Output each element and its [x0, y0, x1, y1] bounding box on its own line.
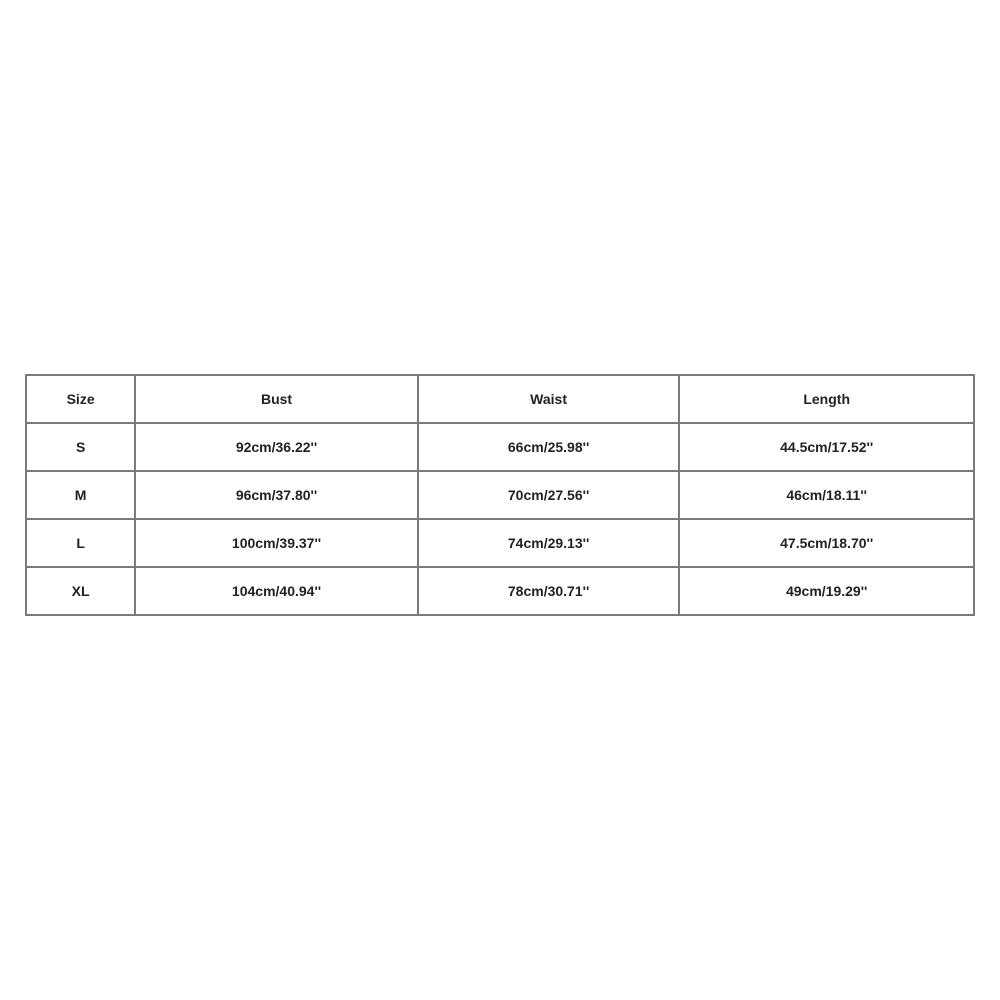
cell-size: S [26, 423, 135, 471]
cell-size: M [26, 471, 135, 519]
cell-waist: 74cm/29.13'' [418, 519, 680, 567]
table-row [26, 423, 974, 471]
cell-bust: 104cm/40.94'' [135, 567, 418, 615]
cell-bust: 100cm/39.37'' [135, 519, 418, 567]
cell-length: 49cm/19.29'' [679, 567, 974, 615]
cell-waist: 66cm/25.98'' [418, 423, 680, 471]
cell-waist: 70cm/27.56'' [418, 471, 680, 519]
table-row [26, 519, 974, 567]
cell-bust: 96cm/37.80'' [135, 471, 418, 519]
header-size: Size [26, 375, 135, 423]
header-length: Length [679, 375, 974, 423]
table-row [26, 567, 974, 615]
header-bust: Bust [135, 375, 418, 423]
cell-size: L [26, 519, 135, 567]
header-waist: Waist [418, 375, 680, 423]
cell-length: 46cm/18.11'' [679, 471, 974, 519]
table-row [26, 471, 974, 519]
cell-length: 44.5cm/17.52'' [679, 423, 974, 471]
table-header-row [26, 375, 974, 423]
cell-size: XL [26, 567, 135, 615]
cell-bust: 92cm/36.22'' [135, 423, 418, 471]
cell-length: 47.5cm/18.70'' [679, 519, 974, 567]
size-chart-table [25, 374, 975, 616]
cell-waist: 78cm/30.71'' [418, 567, 680, 615]
